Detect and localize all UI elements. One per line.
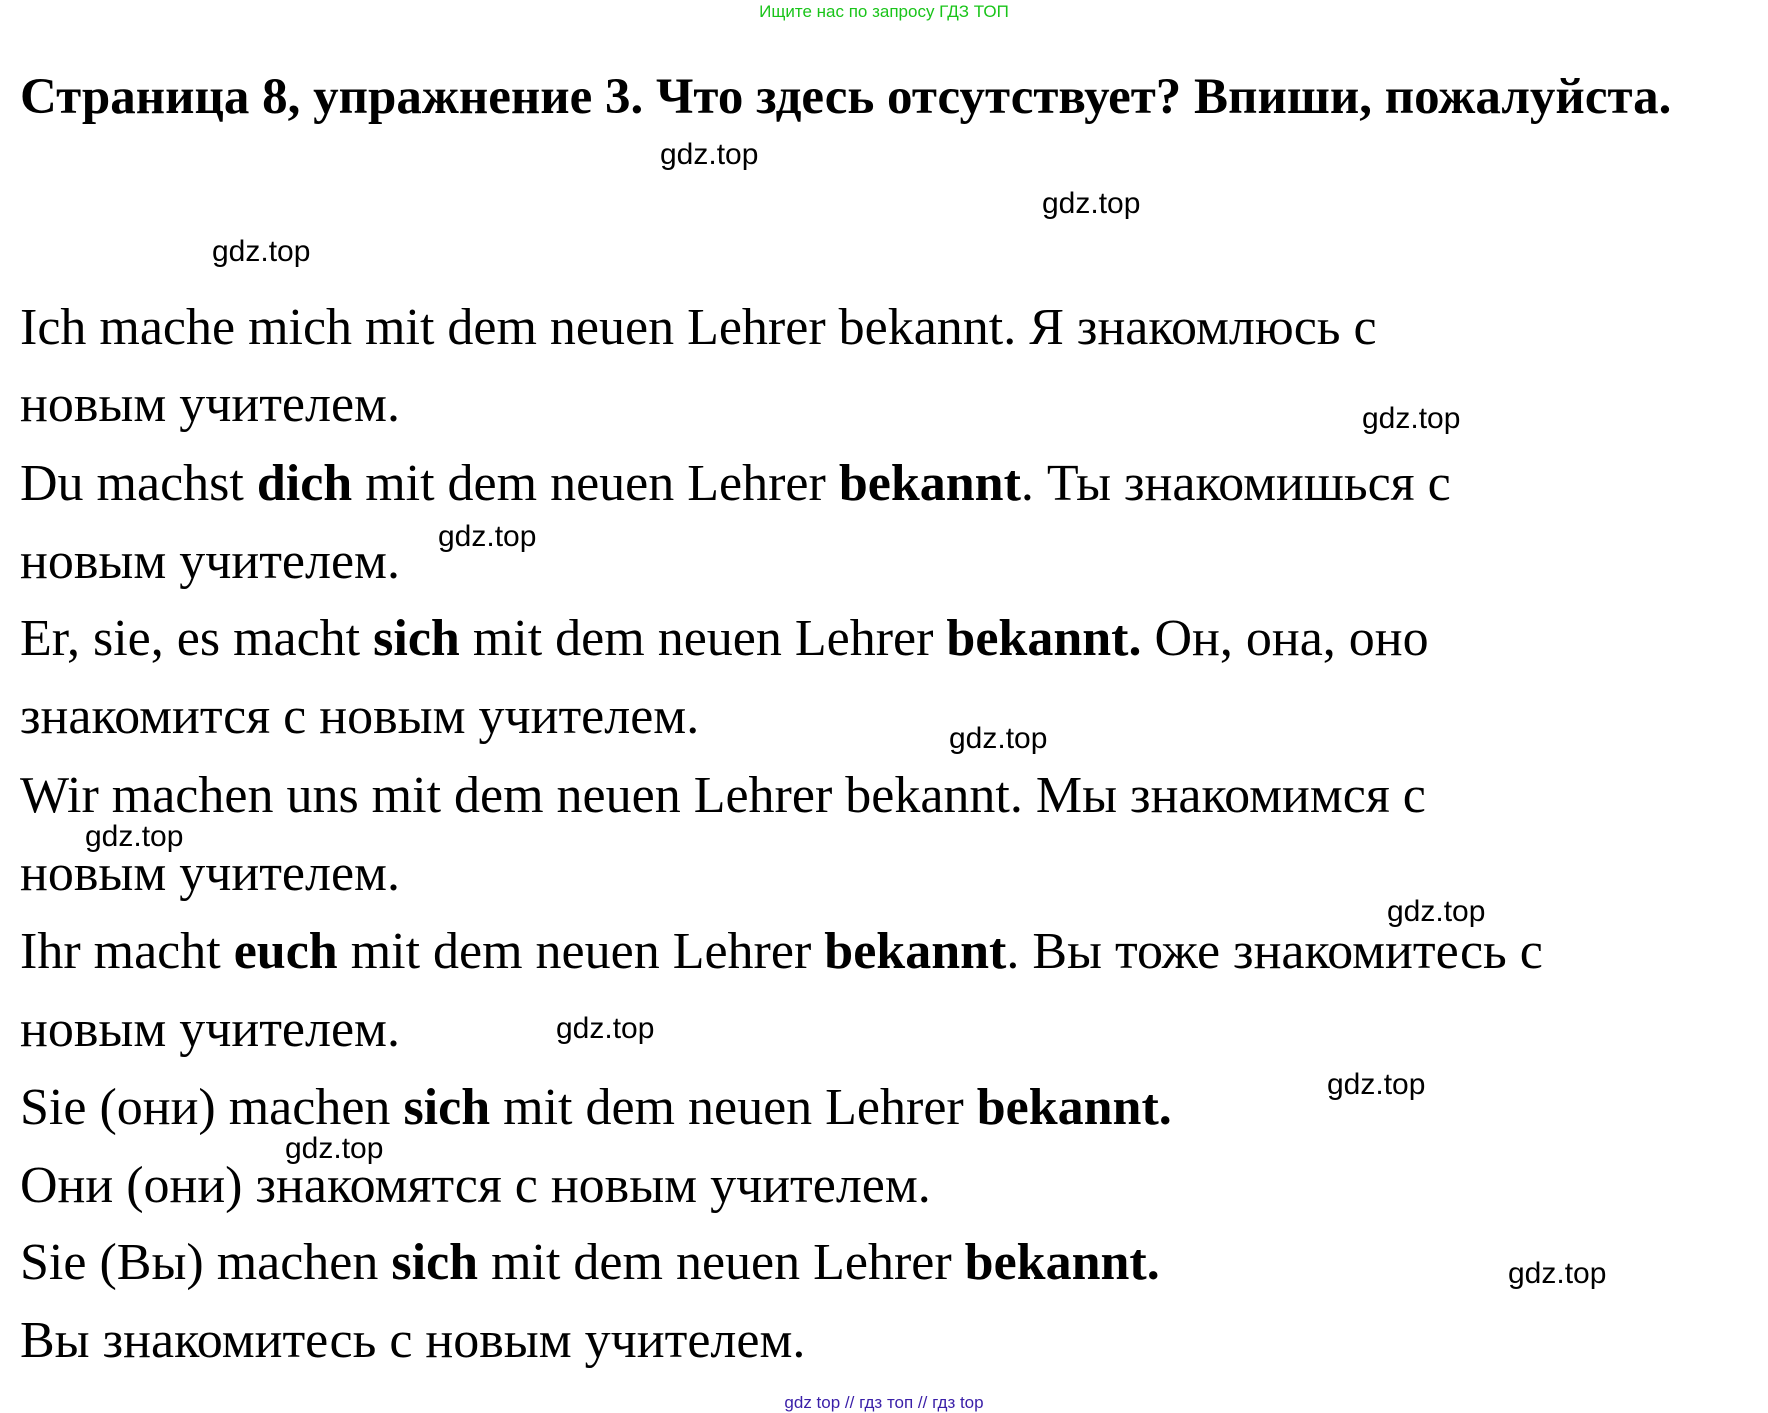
watermark: gdz.top (1508, 1257, 1607, 1290)
bold-word: euch (233, 923, 338, 980)
footer-links: gdz top // гдз топ // гдз top (784, 1393, 984, 1412)
watermark: gdz.top (949, 722, 1048, 755)
text-line-10: новым учителем. (20, 1001, 400, 1058)
text-line-4: новым учителем. (20, 533, 400, 590)
text-segment: Sie (Вы) machen (20, 1234, 392, 1291)
text-segment: . Ты знакомишься с (1020, 455, 1451, 512)
text-segment: . Вы тоже знакомитесь с (1006, 923, 1543, 980)
bold-word: bekannt. (964, 1234, 1160, 1291)
text-segment: mit dem neuen Lehrer (478, 1234, 965, 1291)
text-line-1: Ich mache mich mit dem neuen Lehrer bekannt. Я знакомлюсь с (20, 299, 1377, 356)
text-line-12: Они (они) знакомятся с новым учителем. (20, 1157, 931, 1214)
text-line-3 (20, 445, 1760, 523)
text-segment: Sie (они) machen (20, 1079, 404, 1136)
watermark: gdz.top (212, 235, 311, 268)
text-line-7: Wir machen uns mit dem neuen Lehrer bekannt. Мы знакомимся с (20, 767, 1426, 824)
text-line-5 (20, 600, 1760, 678)
text-line-6: знакомится с новым учителем. (20, 688, 700, 745)
bold-word: bekannt. (976, 1079, 1172, 1136)
text-line-14: Вы знакомитесь с новым учителем. (20, 1312, 806, 1369)
text-segment: Он, она, оно (1141, 610, 1429, 667)
text-segment: Er, sie, es macht (20, 610, 374, 667)
text-segment: Ihr macht (20, 923, 234, 980)
text-segment: mit dem neuen Lehrer (352, 455, 839, 512)
text-segment: mit dem neuen Lehrer (490, 1079, 977, 1136)
text-segment: mit dem neuen Lehrer (337, 923, 825, 980)
text-line-2: новым учителем. (20, 376, 400, 433)
watermark: gdz.top (85, 820, 184, 853)
text-line-9 (20, 913, 1760, 991)
bold-word: bekannt. (946, 610, 1142, 667)
watermark: gdz.top (1327, 1068, 1426, 1101)
watermark: gdz.top (1362, 402, 1461, 435)
watermark: gdz.top (556, 1012, 655, 1045)
text-line-13 (20, 1224, 1760, 1302)
watermark: gdz.top (438, 520, 537, 553)
bold-word: sich (373, 610, 460, 667)
watermark: gdz.top (1042, 187, 1141, 220)
watermark: gdz.top (285, 1132, 384, 1165)
bold-word: bekannt (838, 455, 1021, 512)
text-segment: mit dem neuen Lehrer (459, 610, 947, 667)
page-title: Страница 8, упражнение 3. Что здесь отсутствует? Впиши, пожалуйста. (20, 69, 1672, 125)
text-segment: Du machst (20, 455, 257, 512)
text-line-11 (20, 1069, 1760, 1147)
top-banner: Ищите нас по запросу ГДЗ ТОП (759, 2, 1009, 21)
bold-word: dich (256, 455, 353, 512)
bold-word: bekannt (824, 923, 1007, 980)
bold-word: sich (391, 1234, 479, 1291)
text-line-8: новым учителем. (20, 845, 400, 902)
watermark: gdz.top (660, 138, 759, 171)
watermark: gdz.top (1387, 895, 1486, 928)
bold-word: sich (403, 1079, 491, 1136)
